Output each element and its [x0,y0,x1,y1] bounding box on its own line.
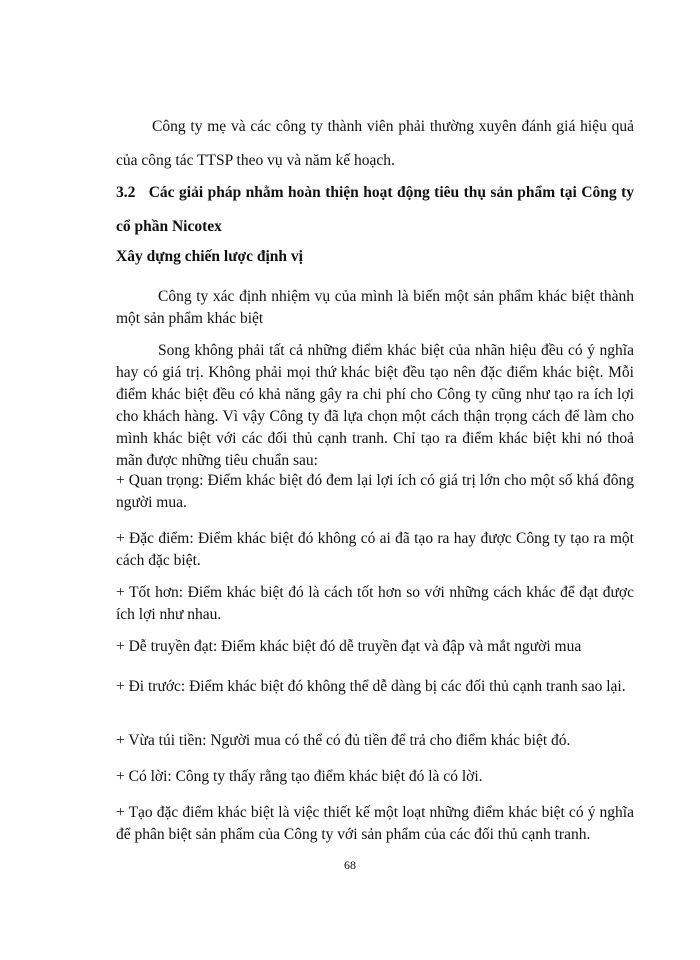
criteria-item: + Dễ truyền đạt: Điểm khác biệt đó dễ truyền đạt và đập và mắt người mua [116,638,582,655]
criteria-item: + Quan trọng: Điểm khác biệt đó đem lại lợi ích có giá trị lớn cho một số khá đông người mua. [116,472,634,511]
intro-paragraph: Công ty mẹ và các công ty thành viên phải thường xuyên đánh giá hiệu quả của công tác TTSP theo vụ và năm kế hoạch. [116,118,634,169]
section-title: Các giải pháp nhằm hoàn thiện hoạt động tiêu thụ sản phẩm tại Công ty cổ phần Nicotex [116,184,634,235]
body-paragraph: Công ty xác định nhiệm vụ của mình là biến một sản phẩm khác biệt thành một sản phẩm khác biệt [116,288,634,327]
body-paragraph: Song không phải tất cả những điểm khác biệt của nhãn hiệu đều có ý nghĩa hay có giá trị. Không phải mọi thứ khác biệt đều tạo nên đặc điểm khác biệt. Mỗi điểm khác biệt đều có khả năng gây ra chi phí cho Công ty cũng như tạo ra ích lợi cho khách hàng. Vì vậy Công ty đã lựa chọn một cách thận trọng cách để làm cho mình khác biệt với các đối thủ cạnh tranh. Chỉ tạo ra điểm khác biệt khi nó thoả mãn được những tiêu chuẩn sau: [116,342,634,469]
section-heading [116,176,634,244]
criteria-item: + Đi trước: Điểm khác biệt đó không thể dễ dàng bị các đối thủ cạnh tranh sao lại. [116,678,626,695]
subheading: Xây dựng chiến lược định vị [116,248,303,265]
criteria-item: + Có lời: Công ty thấy rằng tạo điểm khác biệt đó là có lời. [116,768,483,785]
page-number: 68 [344,858,356,872]
criteria-item: + Tốt hơn: Điểm khác biệt đó là cách tốt hơn so với những cách khác để đạt được ích lợi như nhau. [116,584,634,623]
section-number: 3.2 [116,184,136,201]
criteria-item: + Đặc điểm: Điểm khác biệt đó không có ai đã tạo ra hay được Công ty tạo ra một cách đặc biệt. [116,530,634,569]
criteria-item: + Tạo đặc điểm khác biệt là việc thiết kế một loạt những điểm khác biệt có ý nghĩa để phân biệt sản phẩm của Công ty với sản phẩm của các đối thủ cạnh tranh. [116,804,634,843]
criteria-item: + Vừa túi tiền: Người mua có thể có đủ tiền để trả cho điểm khác biệt đó. [116,732,571,749]
